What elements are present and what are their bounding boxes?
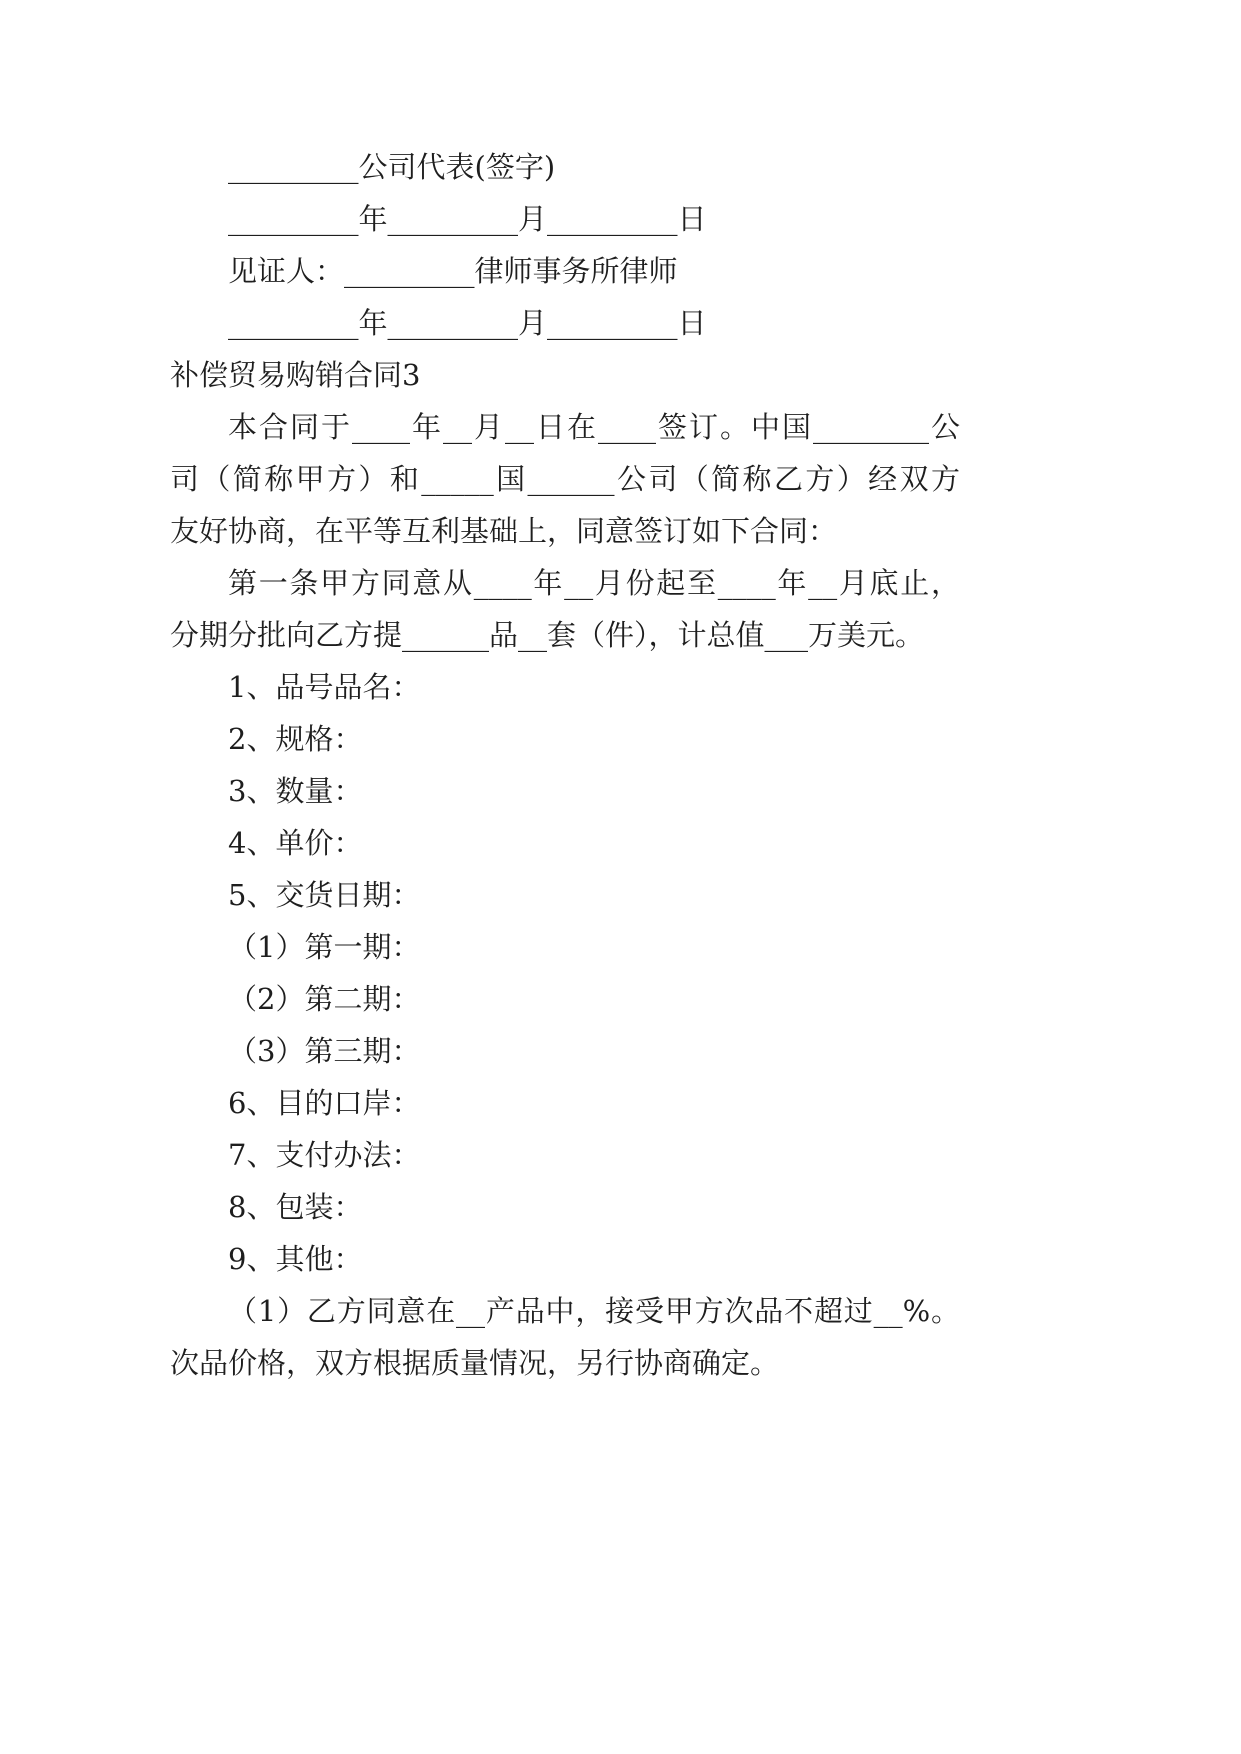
delivery-period-item: （2）第二期： xyxy=(228,982,421,1016)
article-1-line: 分期分批向乙方提______品__套（件），计总值___万美元。 xyxy=(170,618,925,652)
term-item-product-name: 1、品号品名： xyxy=(228,670,421,704)
term-item-payment-method: 7、支付办法： xyxy=(228,1138,421,1172)
contract-title: 补偿贸易购销合同3 xyxy=(170,358,421,392)
company-representative-signature-line: _________公司代表(签字) xyxy=(228,150,556,184)
term-item-packaging: 8、包装： xyxy=(228,1190,363,1224)
witness-line: 见证人：_________律师事务所律师 xyxy=(228,254,678,288)
term-item-unit-price: 4、单价： xyxy=(228,826,363,860)
delivery-period-item: （1）第一期： xyxy=(228,930,421,964)
preamble-line: 司（简称甲方）和_____国______公司（简称乙方）经双方 xyxy=(170,462,960,496)
other-clause-line: 次品价格，双方根据质量情况，另行协商确定。 xyxy=(170,1346,780,1380)
term-item-specification: 2、规格： xyxy=(228,722,363,756)
preamble-line: 友好协商，在平等互利基础上，同意签订如下合同： xyxy=(170,514,838,548)
term-item-other: 9、其他： xyxy=(228,1242,363,1276)
document-page xyxy=(170,141,960,1389)
preamble-line: 本合同于____年__月__日在____签订。中国________公 xyxy=(228,410,960,444)
term-item-destination-port: 6、目的口岸： xyxy=(228,1086,421,1120)
term-item-delivery-date: 5、交货日期： xyxy=(228,878,421,912)
company-signing-date-line: _________年_________月_________日 xyxy=(228,202,707,236)
witness-date-line: _________年_________月_________日 xyxy=(228,306,707,340)
article-1-line: 第一条甲方同意从____年__月份起至____年__月底止， xyxy=(228,566,960,600)
delivery-period-item: （3）第三期： xyxy=(228,1034,421,1068)
other-clause-line: （1）乙方同意在__产品中，接受甲方次品不超过__%。 xyxy=(228,1294,960,1328)
term-item-quantity: 3、数量： xyxy=(228,774,363,808)
